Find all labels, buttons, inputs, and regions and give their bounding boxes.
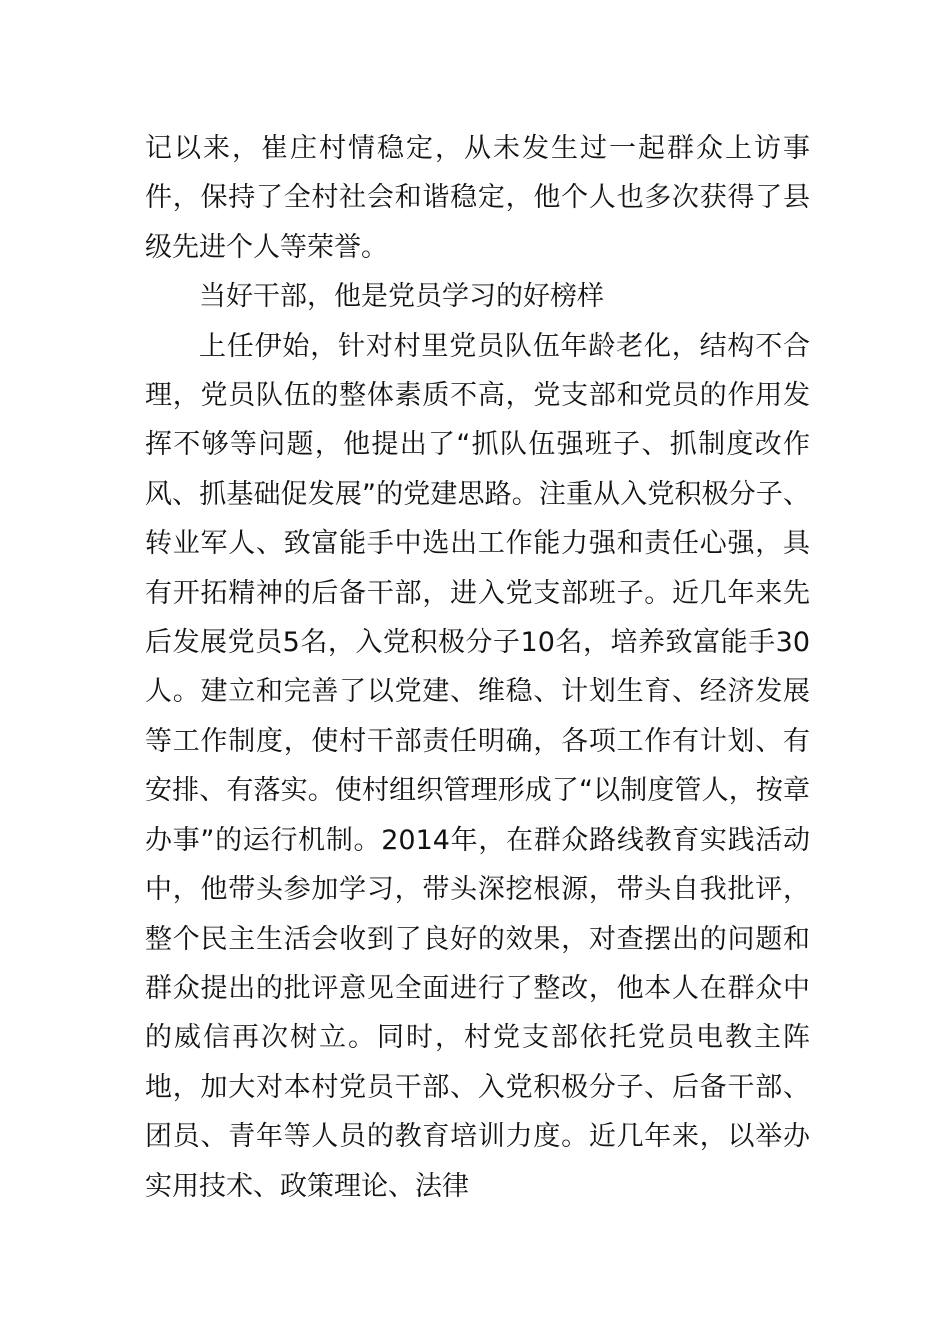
paragraph-body: 上任伊始，针对村里党员队伍年龄老化，结构不合理，党员队伍的整体素质不高，党支部和党员的作用发挥不够等问题，他提出了“抓队伍强班子、抓制度改作风、抓基础促发展”的党建思路。注重从入党积极分子、转业军人、致富能手中选出工作能力强和责任心强，具有开拓精神的后备干部，进入党支部班子。近几年来先后发展党员5名，入党积极分子10名，培养致富能手30人。建立和完善了以党建、维稳、计划生育、经济发展等工作制度，使村干部责任明确，各项工作有计划、有安排、有落实。使村组织管理形成了“以制度管人，按章办事”的运行机制。2014年，在群众路线教育实践活动中，他带头参加学习，带头深挖根源，带头自我批评，整个民主生活会收到了良好的效果，对查摆出的问题和群众提出的批评意见全面进行了整改，他本人在群众中的威信再次树立。同时，村党支部依托党员电教主阵地，加大对本村党员干部、入党积极分子、后备干部、团员、青年等人员的教育培训力度。近几年来，以举办实用技术、政策理论、法律	[145, 330, 810, 1202]
document-body	[145, 124, 810, 1211]
paragraph-continuation: 记以来，崔庄村情稳定，从未发生过一起群众上访事件，保持了全村社会和谐稳定，他个人也多次获得了县级先进个人等荣誉。	[145, 133, 810, 263]
section-heading: 当好干部，他是党员学习的好榜样	[199, 281, 604, 313]
